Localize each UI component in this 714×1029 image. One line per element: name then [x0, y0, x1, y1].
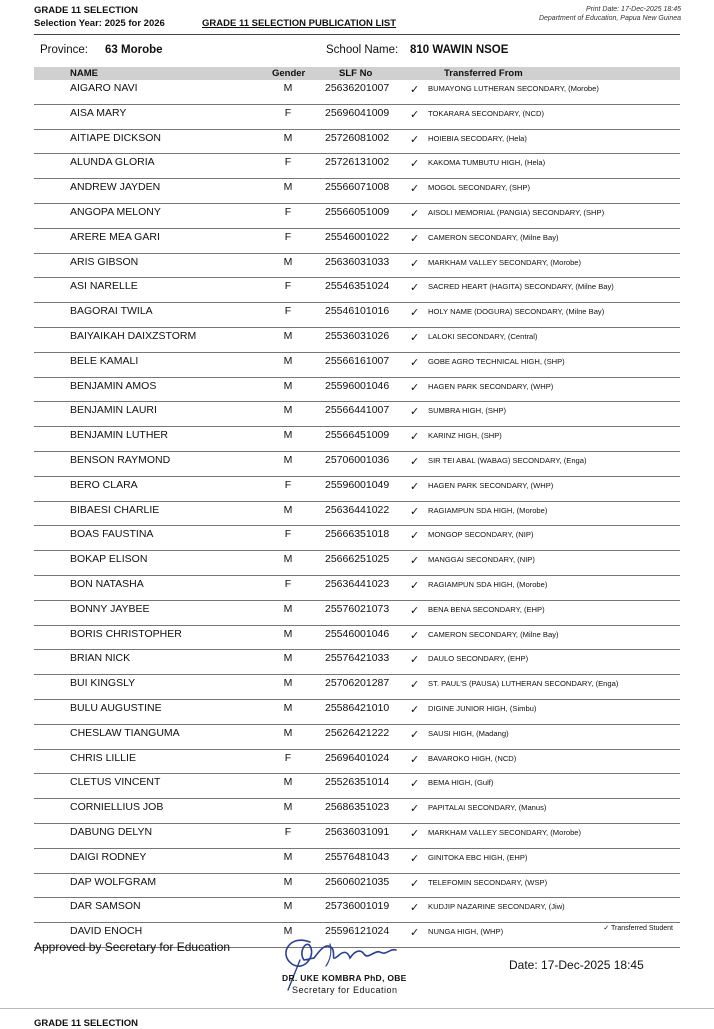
- transferred-check-icon: ✓: [410, 431, 420, 444]
- table-row: [34, 650, 680, 675]
- table-row: [34, 750, 680, 775]
- transferred-check-icon: ✓: [410, 282, 420, 295]
- student-transferred-from: GINITOKA EBC HIGH, (EHP): [428, 852, 528, 862]
- department-name: Department of Education, Papua New Guinea: [538, 15, 681, 22]
- student-transferred-from: SUMBRA HIGH, (SHP): [428, 406, 507, 416]
- student-gender: F: [284, 478, 292, 491]
- student-transferred-from: KUDJIP NAZARINE SECONDARY, (Jiw): [428, 902, 565, 912]
- next-page-header: GRADE 11 SELECTION: [34, 1018, 138, 1029]
- student-gender: M: [283, 354, 293, 367]
- student-transferred-from: RAGIAMPUN SDA HIGH, (Morobe): [428, 579, 548, 589]
- student-name: ARIS GIBSON: [70, 255, 139, 268]
- table-row: [34, 849, 680, 874]
- report-title: GRADE 11 SELECTION: [34, 5, 138, 16]
- student-name: BUI KINGSLY: [70, 677, 136, 690]
- student-name: BERO CLARA: [70, 478, 138, 491]
- student-slf-number: 25566071008: [325, 181, 390, 194]
- print-info: [539, 5, 681, 23]
- student-name: DAR SAMSON: [70, 900, 141, 913]
- student-name: BON NATASHA: [70, 577, 144, 590]
- student-slf-number: 25546101016: [325, 305, 390, 318]
- student-slf-number: 25726131002: [325, 156, 390, 169]
- student-transferred-from: MANGGAI SECONDARY, (NIP): [428, 555, 535, 565]
- student-transferred-from: BUMAYONG LUTHERAN SECONDARY, (Morobe): [428, 84, 599, 93]
- student-gender: M: [283, 726, 293, 739]
- student-gender: F: [284, 230, 292, 243]
- transferred-check-icon: ✓: [410, 257, 420, 270]
- signatory-title: Secretary for Education: [292, 985, 398, 995]
- column-name: NAME: [70, 68, 98, 79]
- student-transferred-from: TELEFOMIN SECONDARY, (WSP): [428, 877, 548, 887]
- student-name: ALUNDA GLORIA: [70, 156, 155, 169]
- transferred-check-icon: ✓: [410, 455, 420, 468]
- student-gender: M: [283, 900, 293, 913]
- student-slf-number: 25636201007: [325, 82, 390, 94]
- table-row: [34, 402, 680, 427]
- student-slf-number: 25706001036: [325, 453, 390, 466]
- student-transferred-from: MARKHAM VALLEY SECONDARY, (Morobe): [428, 257, 582, 267]
- student-name: BORIS CHRISTOPHER: [70, 627, 182, 640]
- transferred-check-icon: ✓: [410, 555, 420, 568]
- student-gender: F: [284, 528, 292, 541]
- table-row: [34, 179, 680, 204]
- student-name: BAIYAIKAH DAIXZSTORM: [70, 329, 197, 342]
- student-transferred-from: ST. PAUL'S (PAUSA) LUTHERAN SECONDARY, (Enga): [428, 679, 619, 689]
- student-gender: M: [283, 404, 293, 417]
- student-transferred-from: MOGOL SECONDARY, (SHP): [428, 183, 530, 193]
- student-transferred-from: KARINZ HIGH, (SHP): [428, 431, 502, 441]
- transferred-check-icon: ✓: [410, 579, 420, 592]
- transferred-check-icon: ✓: [410, 183, 420, 196]
- transferred-check-icon: ✓: [410, 902, 420, 915]
- student-slf-number: 25596001046: [325, 379, 390, 392]
- transferred-check-icon: ✓: [410, 331, 420, 344]
- student-gender: M: [283, 131, 293, 144]
- student-gender: M: [283, 379, 293, 392]
- table-row: [34, 675, 680, 700]
- list-title: GRADE 11 SELECTION PUBLICATION LIST: [202, 18, 397, 29]
- student-slf-number: 25566161007: [325, 354, 390, 367]
- student-name: CORNIELLIUS JOB: [70, 801, 164, 814]
- student-gender: M: [283, 453, 293, 466]
- student-transferred-from: RAGIAMPUN SDA HIGH, (Morobe): [428, 505, 548, 515]
- student-slf-number: 25566051009: [325, 205, 390, 218]
- transferred-check-icon: ✓: [410, 629, 420, 642]
- table-row: [34, 626, 680, 651]
- transferred-check-icon: ✓: [410, 84, 420, 96]
- student-gender: M: [283, 181, 293, 194]
- student-transferred-from: SAUSI HIGH, (Madang): [428, 728, 509, 738]
- table-row: [34, 130, 680, 155]
- header-divider: [34, 34, 680, 35]
- table-row: [34, 229, 680, 254]
- student-gender: M: [283, 329, 293, 342]
- student-transferred-from: CAMERON SECONDARY, (Milne Bay): [428, 232, 559, 242]
- student-gender: M: [283, 652, 293, 665]
- table-row: [34, 278, 680, 303]
- column-gender: Gender: [272, 68, 306, 79]
- student-gender: F: [284, 205, 292, 218]
- student-name: ANDREW JAYDEN: [70, 181, 161, 194]
- student-slf-number: 25736001019: [325, 900, 390, 913]
- selection-year: Selection Year: 2025 for 2026: [34, 18, 165, 29]
- transferred-check-icon: ✓: [410, 827, 420, 840]
- student-name: BENJAMIN LAURI: [70, 404, 157, 417]
- print-date: Print Date: 17-Dec-2025 18:45: [586, 6, 681, 13]
- student-gender: M: [283, 776, 293, 789]
- table-row: [34, 452, 680, 477]
- table-row: [34, 700, 680, 725]
- table-row: [34, 80, 680, 105]
- student-slf-number: 25576021073: [325, 602, 390, 615]
- student-transferred-from: HOIEBIA SECODARY, (Hela): [428, 133, 527, 143]
- student-name: DAIGI RODNEY: [70, 850, 147, 863]
- table-row: [34, 601, 680, 626]
- student-gender: M: [283, 925, 293, 938]
- table-row: [34, 353, 680, 378]
- table-row: [34, 254, 680, 279]
- student-transferred-from: SACRED HEART (HAGITA) SECONDARY, (Milne Bay): [428, 282, 614, 292]
- student-slf-number: 25626421222: [325, 726, 390, 739]
- table-row: [34, 725, 680, 750]
- student-slf-number: 25596001049: [325, 478, 390, 491]
- student-gender: M: [283, 602, 293, 615]
- table-row: [34, 502, 680, 527]
- student-transferred-from: MONGOP SECONDARY, (NIP): [428, 530, 534, 540]
- student-name: BONNY JAYBEE: [70, 602, 150, 615]
- student-slf-number: 25546351024: [325, 280, 390, 293]
- table-row: [34, 774, 680, 799]
- student-name: BAGORAI TWILA: [70, 305, 153, 318]
- student-slf-number: 25536031026: [325, 329, 390, 342]
- student-slf-number: 25546001046: [325, 627, 390, 640]
- student-gender: M: [283, 801, 293, 814]
- student-name: BULU AUGUSTINE: [70, 701, 162, 714]
- student-gender: F: [284, 305, 292, 318]
- table-row: [34, 204, 680, 229]
- student-name: BIBAESI CHARLIE: [70, 503, 160, 516]
- student-transferred-from: MARKHAM VALLEY SECONDARY, (Morobe): [428, 827, 582, 837]
- student-gender: F: [284, 106, 292, 119]
- transferred-check-icon: ✓: [410, 679, 420, 692]
- student-gender: F: [284, 825, 292, 838]
- page-break-line: [0, 1008, 714, 1009]
- student-slf-number: 25696401024: [325, 751, 390, 764]
- transferred-check-icon: ✓: [410, 753, 420, 766]
- table-row: [34, 105, 680, 130]
- student-transferred-from: GOBE AGRO TECHNICAL HIGH, (SHP): [428, 356, 565, 366]
- student-slf-number: 25576421033: [325, 652, 390, 665]
- transferred-check-icon: ✓: [410, 307, 420, 320]
- transferred-check-icon: ✓: [410, 480, 420, 493]
- school-label: School Name:: [326, 44, 399, 56]
- student-transferred-from: HAGEN PARK SECONDARY, (WHP): [428, 381, 554, 391]
- student-name: DABUNG DELYN: [70, 825, 153, 838]
- student-slf-number: 25636031091: [325, 825, 390, 838]
- transferred-check-icon: ✓: [410, 604, 420, 617]
- transferred-check-icon: ✓: [410, 728, 420, 741]
- student-transferred-from: KAKOMA TUMBUTU HIGH, (Hela): [428, 158, 546, 168]
- transferred-check-icon: ✓: [410, 803, 420, 816]
- student-name: ARERE MEA GARI: [70, 230, 160, 243]
- student-gender: M: [283, 503, 293, 516]
- student-gender: M: [283, 701, 293, 714]
- table-row: [34, 874, 680, 899]
- student-name: CLETUS VINCENT: [70, 776, 161, 789]
- transferred-check-icon: ✓: [410, 703, 420, 716]
- transferred-check-icon: ✓: [410, 158, 420, 171]
- student-name: BENSON RAYMOND: [70, 453, 171, 466]
- student-name: BELE KAMALI: [70, 354, 139, 367]
- transferred-check-icon: ✓: [410, 108, 420, 121]
- student-transferred-from: CAMERON SECONDARY, (Milne Bay): [428, 629, 559, 639]
- column-transferred-from: Transferred From: [444, 68, 523, 79]
- student-transferred-from: NUNGA HIGH, (WHP): [428, 927, 504, 937]
- transferred-check-icon: ✓: [410, 356, 420, 369]
- student-name: BRIAN NICK: [70, 652, 131, 665]
- student-name: BENJAMIN AMOS: [70, 379, 157, 392]
- student-slf-number: 25566441007: [325, 404, 390, 417]
- student-transferred-from: DIGINE JUNIOR HIGH, (Simbu): [428, 703, 537, 713]
- student-transferred-from: SIR TEI ABAL (WABAG) SECONDARY, (Enga): [428, 455, 587, 465]
- approval-date: Date: 17-Dec-2025 18:45: [509, 958, 644, 972]
- student-gender: M: [283, 875, 293, 888]
- table-row: [34, 576, 680, 601]
- province-label: Province:: [40, 44, 88, 56]
- student-gender: M: [283, 553, 293, 566]
- student-transferred-from: AISOLI MEMORIAL (PANGIA) SECONDARY, (SHP): [428, 207, 605, 217]
- student-slf-number: 25636441023: [325, 577, 390, 590]
- student-transferred-from: PAPITALAI SECONDARY, (Manus): [428, 803, 547, 813]
- signatory-name: DR. UKE KOMBRA PhD, OBE: [282, 973, 407, 983]
- school-value: 810 WAWIN NSOE: [410, 44, 509, 56]
- student-slf-number: 25706201287: [325, 677, 390, 690]
- student-slf-number: 25596121024: [325, 925, 390, 938]
- student-transferred-from: BENA BENA SECONDARY, (EHP): [428, 604, 545, 614]
- student-name: AIGARO NAVI: [70, 82, 138, 94]
- student-gender: F: [284, 577, 292, 590]
- table-header: [34, 67, 680, 80]
- student-gender: M: [283, 429, 293, 442]
- student-transferred-from: HOLY NAME (DOGURA) SECONDARY, (Milne Bay): [428, 307, 605, 317]
- transferred-check-icon: ✓: [410, 778, 420, 791]
- transferred-check-icon: ✓: [410, 207, 420, 220]
- student-slf-number: 25546001022: [325, 230, 390, 243]
- student-name: DAVID ENOCH: [70, 925, 143, 938]
- student-gender: M: [283, 850, 293, 863]
- table-row: [34, 477, 680, 502]
- legend: ✓ Transferred Student: [603, 925, 673, 932]
- student-table: [34, 80, 680, 948]
- student-transferred-from: LALOKI SECONDARY, (Central): [428, 331, 538, 341]
- table-row: [34, 898, 680, 923]
- student-transferred-from: TOKARARA SECONDARY, (NCD): [428, 108, 545, 118]
- table-row: [34, 824, 680, 849]
- student-gender: F: [284, 280, 292, 293]
- student-name: DAP WOLFGRAM: [70, 875, 157, 888]
- student-name: BOKAP ELISON: [70, 553, 148, 566]
- student-transferred-from: BEMA HIGH, (Gulf): [428, 778, 494, 788]
- student-gender: M: [283, 82, 293, 94]
- student-transferred-from: DAULO SECONDARY, (EHP): [428, 654, 529, 664]
- student-name: BENJAMIN LUTHER: [70, 429, 169, 442]
- transferred-check-icon: ✓: [410, 927, 420, 940]
- transferred-check-icon: ✓: [410, 852, 420, 865]
- table-row: [34, 799, 680, 824]
- table-row: [34, 303, 680, 328]
- student-gender: F: [284, 156, 292, 169]
- table-row: [34, 551, 680, 576]
- student-transferred-from: HAGEN PARK SECONDARY, (WHP): [428, 480, 554, 490]
- student-slf-number: 25526351014: [325, 776, 390, 789]
- table-row: [34, 154, 680, 179]
- student-slf-number: 25586421010: [325, 701, 390, 714]
- student-name: AISA MARY: [70, 106, 127, 119]
- table-row: [34, 427, 680, 452]
- student-slf-number: 25726081002: [325, 131, 390, 144]
- student-gender: M: [283, 627, 293, 640]
- student-name: AITIAPE DICKSON: [70, 131, 162, 144]
- student-slf-number: 25696041009: [325, 106, 390, 119]
- table-row: [34, 526, 680, 551]
- student-name: CHRIS LILLIE: [70, 751, 136, 764]
- province-value: 63 Morobe: [105, 44, 163, 56]
- student-slf-number: 25606021035: [325, 875, 390, 888]
- table-row: [34, 378, 680, 403]
- transferred-check-icon: ✓: [410, 505, 420, 518]
- student-slf-number: 25636031033: [325, 255, 390, 268]
- student-name: ANGOPA MELONY: [70, 205, 161, 218]
- approved-by: Approved by Secretary for Education: [34, 940, 231, 954]
- student-slf-number: 25666251025: [325, 553, 390, 566]
- transferred-check-icon: ✓: [410, 133, 420, 146]
- student-slf-number: 25686351023: [325, 801, 390, 814]
- column-slf: SLF No: [339, 68, 373, 79]
- transferred-check-icon: ✓: [410, 654, 420, 667]
- student-gender: M: [283, 677, 293, 690]
- transferred-check-icon: ✓: [410, 232, 420, 245]
- student-slf-number: 25636441022: [325, 503, 390, 516]
- student-transferred-from: BAVAROKO HIGH, (NCD): [428, 753, 517, 763]
- transferred-check-icon: ✓: [410, 530, 420, 543]
- student-name: ASI NARELLE: [70, 280, 138, 293]
- table-row: [34, 328, 680, 353]
- student-slf-number: 25566451009: [325, 429, 390, 442]
- transferred-check-icon: ✓: [410, 406, 420, 419]
- student-slf-number: 25666351018: [325, 528, 390, 541]
- student-slf-number: 25576481043: [325, 850, 390, 863]
- student-name: CHESLAW TIANGUMA: [70, 726, 180, 739]
- student-name: BOAS FAUSTINA: [70, 528, 154, 541]
- transferred-check-icon: ✓: [410, 381, 420, 394]
- student-gender: F: [284, 751, 292, 764]
- transferred-check-icon: ✓: [410, 877, 420, 890]
- student-gender: M: [283, 255, 293, 268]
